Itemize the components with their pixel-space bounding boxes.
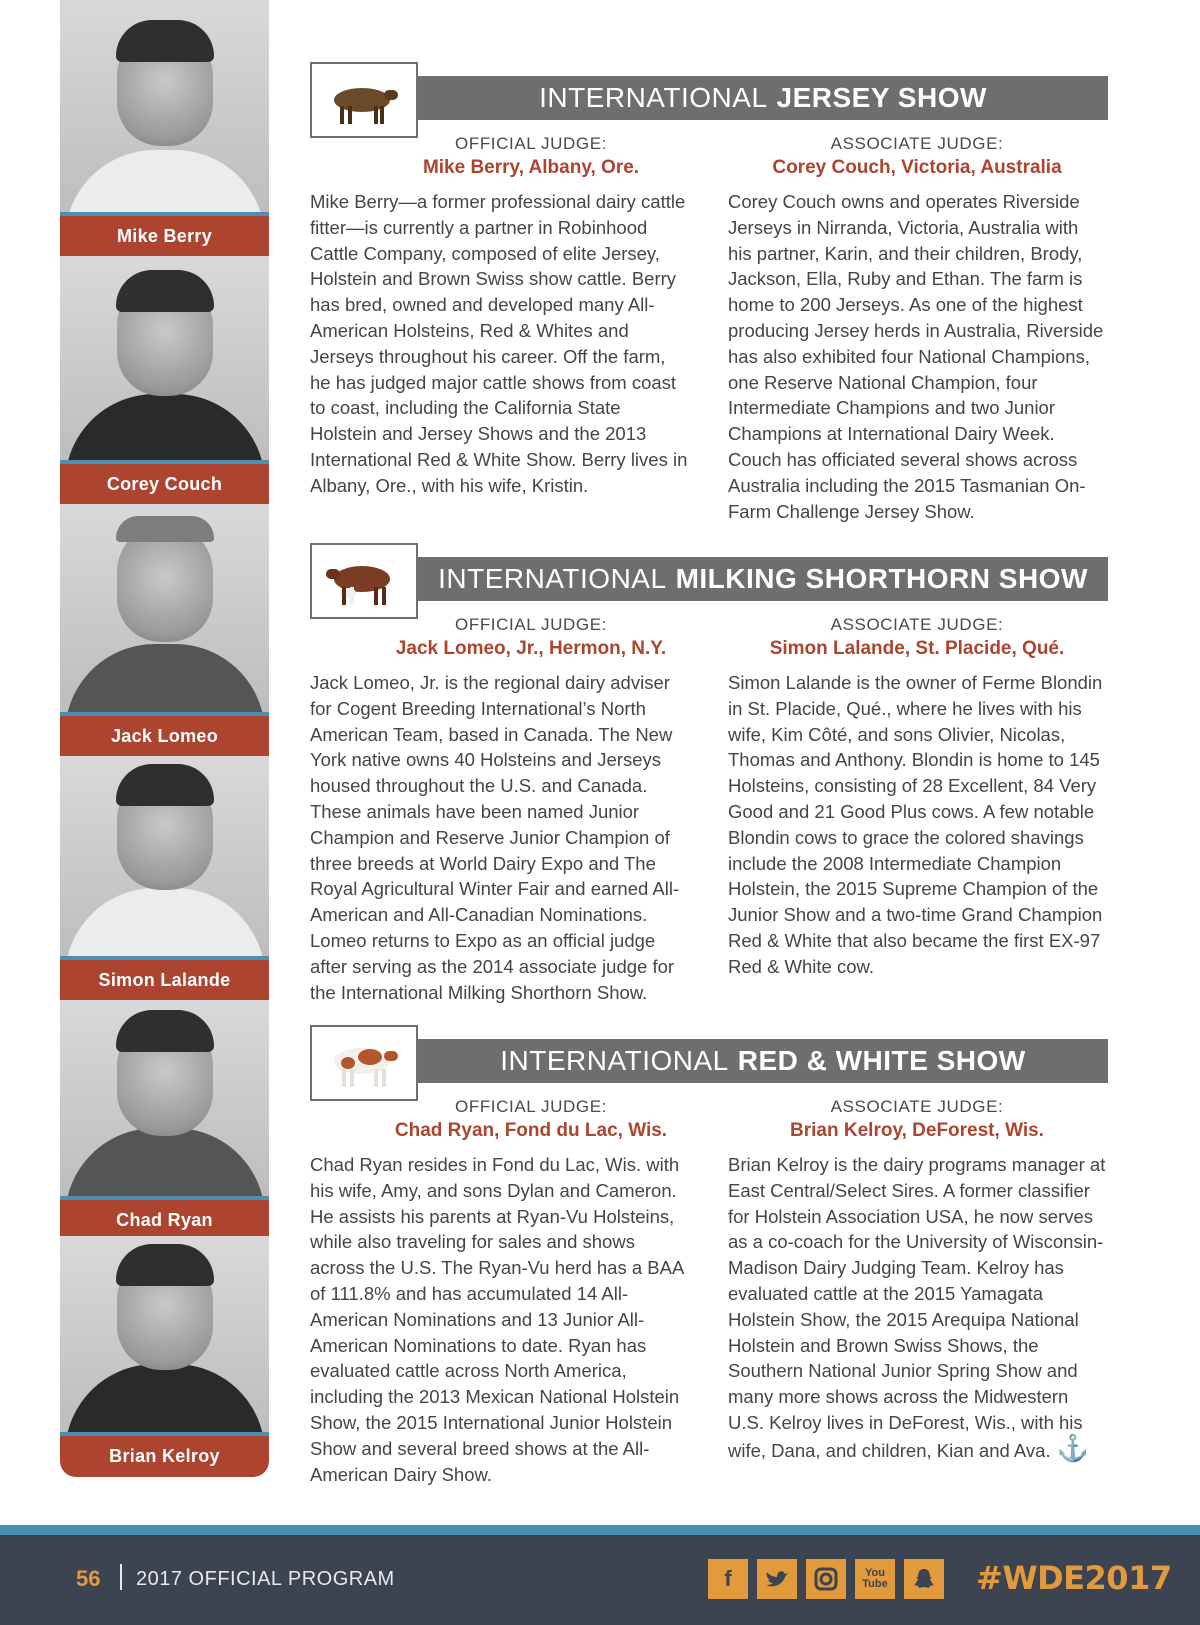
cow-photo (310, 543, 418, 619)
judge-bio: Mike Berry—a former professional dairy cattle fitter—is currently a partner in Robinhood Cattle Company, composed of elite Jersey, Holstein and Brown Swiss show cattle. Berry has bred, owned and developed many All-American Holsteins, Red & Whites and Jerseys throughout his career. Off the farm, he has judged major cattle shows from coast to coast, including the California State Holstein and Jersey Shows and the 2013 International Red & White Show. Berry lives in Albany, Ore., with his wife, Kristin. (310, 191, 688, 496)
person-name: Jack Lomeo (60, 712, 269, 756)
portrait-photo (60, 1236, 269, 1432)
judge-name: Mike Berry, Albany, Ore. (422, 157, 640, 178)
judge-name: Jack Lomeo, Jr., Hermon, N.Y. (395, 638, 667, 659)
judge-bio (728, 1152, 1106, 1464)
twitter-icon[interactable] (757, 1559, 797, 1599)
show-section-milking-shorthorn (310, 543, 1108, 1013)
instagram-icon[interactable] (806, 1559, 846, 1599)
event-hashtag: #WDE2017 (976, 1559, 1172, 1597)
official-judge-column (310, 134, 688, 499)
page-number: 56 (76, 1566, 101, 1591)
footer-stripe (0, 1525, 1200, 1535)
judge-role: OFFICIAL JUDGE: (455, 615, 607, 634)
show-title-light: INTERNATIONAL (500, 1045, 729, 1076)
show-title-light: INTERNATIONAL (438, 563, 667, 594)
show-title-banner (418, 557, 1108, 601)
judge-role: ASSOCIATE JUDGE: (830, 134, 1004, 153)
cow-photo (310, 62, 418, 138)
show-section-red-white (310, 1025, 1108, 1495)
page-footer (0, 1535, 1200, 1625)
show-title-bold: JERSEY SHOW (776, 82, 987, 113)
judge-bio: Chad Ryan resides in Fond du Lac, Wis. with his wife, Amy, and sons Dylan and Cameron. He assists his parents at Ryan-Vu Holsteins, while also traveling for sales and shows across the U.S. The Ryan-Vu herd has a BAA of 111.8% and has accumulated 14 All-American Nominations and 13 Junior All-American Nominations to date. Ryan has evaluated cattle across North America, including the 2013 Mexican National Holstein Show, the 2015 International Junior Holstein Show and several breed shows at the All-American Dairy Show. (310, 1154, 684, 1485)
portrait-photo (60, 756, 269, 956)
person-name: Simon Lalande (60, 956, 269, 1000)
official-judge-column (310, 615, 688, 1005)
portrait-photo (60, 0, 269, 212)
judge-bio: Corey Couch owns and operates Riverside Jerseys in Nirranda, Victoria, Australia with his partner, Karin, and their children, Brody, Jackson, Ella, Ruby and Ethan. The farm is home to 200 Jerseys. As one of the highest producing Jersey herds in Australia, Riverside has also exhibited four National Champions, one Reserve National Champion, four Intermediate Champions and two Junior Champions at International Dairy Week. Couch has officiated several shows across Australia including the 2015 Tasmanian On-Farm Challenge Jersey Show. (728, 191, 1104, 522)
judge-name: Simon Lalande, St. Placide, Qué. (769, 638, 1065, 659)
person-name: Mike Berry (60, 212, 269, 256)
associate-judge-column (728, 134, 1106, 524)
judge-bio: Jack Lomeo, Jr. is the regional dairy adviser for Cogent Breeding International’s North American Team, based in Canada. The New York native owns 40 Holsteins and Jerseys housed throughout the U.S. and Canada. These animals have been named Junior Champion and Reserve Junior Champion of three breeds at World Dairy Expo and The Royal Agricultural Winter Fair and earned All-American and All-Canadian Nominations. Lomeo returns to Expo as an official judge after serving as the 2014 associate judge for the International Milking Shorthorn Show. (310, 672, 680, 1003)
show-section-jersey (310, 62, 1108, 532)
youtube-icon[interactable]: You Tube (855, 1559, 895, 1599)
cow-photo (310, 1025, 418, 1101)
judge-role: OFFICIAL JUDGE: (455, 1097, 607, 1116)
judge-role: ASSOCIATE JUDGE: (830, 615, 1004, 634)
portrait-photo (60, 504, 269, 712)
facebook-icon[interactable]: f (708, 1559, 748, 1599)
person-name: Brian Kelroy (60, 1432, 269, 1476)
show-title-banner (418, 76, 1108, 120)
person-name: Chad Ryan (60, 1196, 269, 1240)
official-judge-column (310, 1097, 688, 1487)
snapchat-icon[interactable] (904, 1559, 944, 1599)
footer-divider (120, 1564, 122, 1590)
portrait-photo (60, 256, 269, 460)
show-title-banner (418, 1039, 1108, 1083)
judge-name: Corey Couch, Victoria, Australia (772, 157, 1062, 178)
program-title: 2017 OFFICIAL PROGRAM (136, 1568, 395, 1590)
anchor-icon: ⚓ (1056, 1432, 1089, 1463)
judges-sidebar (60, 0, 269, 1477)
judge-name: Brian Kelroy, DeForest, Wis. (790, 1120, 1044, 1141)
social-icons (708, 1559, 944, 1599)
show-title-bold: MILKING SHORTHORN SHOW (675, 563, 1088, 594)
associate-judge-column (728, 1097, 1106, 1464)
associate-judge-column (728, 615, 1106, 980)
person-name: Corey Couch (60, 460, 269, 504)
judge-bio-text: Brian Kelroy is the dairy programs manager at East Central/Select Sires. A former classifier for Holstein Association USA, he now serves as a co-coach for the University of Wisconsin-Madison Dairy Judging Team. Kelroy has evaluated cattle at the 2015 Yamagata Holstein Show, the 2015 Arequipa National Holstein and Brown Swiss Shows, the Southern National Junior Spring Show and many more shows across the Midwestern U.S. Kelroy lives in DeForest, Wis., with his wife, Dana, and children, Kian and Ava. (728, 1154, 1106, 1461)
judge-role: OFFICIAL JUDGE: (455, 134, 607, 153)
judge-bio: Simon Lalande is the owner of Ferme Blondin in St. Placide, Qué., where he lives with his wife, Kim Côté, and sons Olivier, Nicolas, Thomas and Anthony. Blondin is home to 145 Holsteins, consisting of 28 Excellent, 84 Very Good and 21 Good Plus cows. A few notable Blondin cows to grace the colored shavings include the 2008 Intermediate Champion Holstein, the 2015 Supreme Champion of the Junior Show and a two-time Grand Champion Red & White that also became the first EX-97 Red & White cow. (728, 672, 1103, 977)
judge-name: Chad Ryan, Fond du Lac, Wis. (394, 1120, 668, 1141)
show-title-light: INTERNATIONAL (539, 82, 768, 113)
portrait-photo (60, 1000, 269, 1196)
judge-role: ASSOCIATE JUDGE: (830, 1097, 1004, 1116)
show-title-bold: RED & WHITE SHOW (737, 1045, 1026, 1076)
